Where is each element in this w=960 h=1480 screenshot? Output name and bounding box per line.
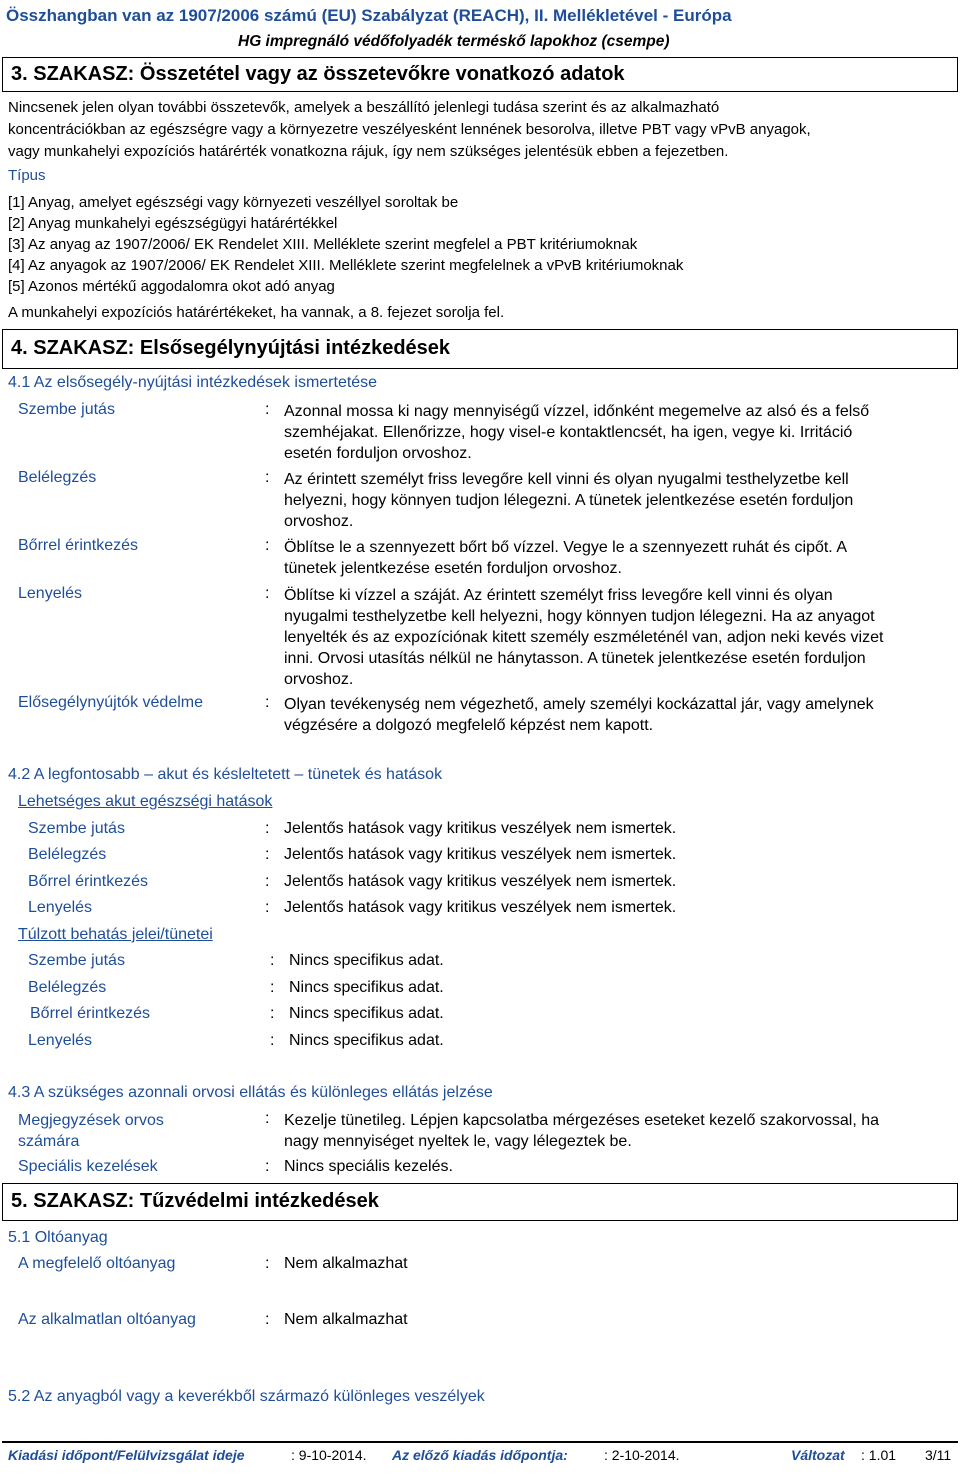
acute-label-eye: Szembe jutás [28,820,125,837]
subsection-5-2-heading: 5.2 Az anyagból vagy a keverékből származó különleges veszélyek [8,1388,485,1405]
section3-title: 3. SZAKASZ: Összetétel vagy az összetevőkre vonatkozó adatok [11,63,625,85]
row-value-unsuitable-media: Nem alkalmazhat [284,1311,408,1328]
type-item-1: [1] Anyag, amelyet egészségi vagy környezeti veszéllyel soroltak be [8,194,459,211]
footer-page-number: 3/11 [925,1447,952,1463]
overexposure-label-inhalation: Belélegzés [28,979,107,996]
overexposure-heading: Túlzott behatás jelei/tünetei [18,926,213,943]
acute-value-skin: Jelentős hatások vagy kritikus veszélyek nem ismertek. [284,873,677,890]
overexposure-value-skin: Nincs specifikus adat. [289,1005,444,1022]
row-colon: : [265,820,270,837]
row-colon: : [265,694,270,711]
acute-value-inhalation: Jelentős hatások vagy kritikus veszélyek nem ismertek. [284,846,677,863]
row-colon: : [265,1158,270,1175]
row-label-suitable-media: A megfelelő oltóanyag [18,1255,176,1272]
section5-title: 5. SZAKASZ: Tűzvédelmi intézkedések [11,1190,379,1212]
row-label-specific-treatments: Speciális kezelések [18,1158,158,1175]
type-item-4: [4] Az anyagok az 1907/2006/ EK Rendelet XIII. Melléklete szerint megfelelnek a vPvB kritériumoknak [8,257,684,274]
row-colon: : [265,401,270,418]
acute-effects-heading: Lehetséges akut egészségi hatások [18,793,273,810]
row-colon: : [265,1255,270,1272]
footer-version-value: : 1.01 [861,1447,897,1463]
subsection-4-3-heading: 4.3 A szükséges azonnali orvosi ellátás és különleges ellátás jelzése [8,1084,493,1101]
row-value-inhalation: Az érintett személyt friss levegőre kell vinni és olyan nyugalmi testhelyzetbe kell helyezni, hogy könnyen tudjon lélegezni. A tünetek jelentkezése esetén forduljon orvoshoz. [284,471,854,530]
product-name: HG impregnáló védőfolyadék terméskő lapokhoz (csempe) [238,33,670,50]
footer-issue-date: : 9-10-2014. [291,1447,367,1463]
row-value-eye: Azonnal mossa ki nagy mennyiségű vízzel, időnként megemelve az alsó és a felső szemhéjakat. Ellenőrizze, hogy visel-e kontaktlencsét, ha igen, vegye ki. Irritáció esetén forduljon orvoshoz. [284,403,870,462]
row-value-specific-treatments: Nincs speciális kezelés. [284,1158,453,1175]
footer-version-label: Változat [791,1447,845,1463]
row-colon: : [265,1110,270,1127]
row-label-physician-notes: Megjegyzések orvos számára [18,1112,164,1150]
type-item-2: [2] Anyag munkahelyi egészségügyi határértékkel [8,215,338,232]
acute-value-ingestion: Jelentős hatások vagy kritikus veszélyek nem ismertek. [284,899,677,916]
footer-previous-label: Az előző kiadás időpontja: [392,1447,568,1463]
exposure-note: A munkahelyi expozíciós határértékeket, ha vannak, a 8. fejezet sorolja fel. [8,304,505,321]
footer-divider [2,1441,958,1443]
row-value-first-aider-protection: Olyan tevékenység nem végezhető, amely személyi kockázattal jár, vagy amelynek végzésére a dolgozó megfelelő képzést nem kapott. [284,696,874,734]
row-colon: : [270,979,275,996]
row-value-physician-notes: Kezelje tünetileg. Lépjen kapcsolatba mérgezéses eseteket kezelő szakorvossal, ha nagy mennyiséget nyeltek le, vagy lélegeztek be. [284,1112,880,1150]
section4-title-box [2,329,958,369]
subsection-4-1-heading: 4.1 Az elsősegély-nyújtási intézkedések ismertetése [8,374,378,391]
acute-label-ingestion: Lenyelés [28,899,93,916]
type-label: Típus [8,167,46,184]
acute-label-inhalation: Belélegzés [28,846,107,863]
footer-issue-label: Kiadási időpont/Felülvizsgálat ideje [8,1447,245,1463]
row-label-inhalation: Belélegzés [18,469,97,486]
row-label-ingestion: Lenyelés [18,585,83,602]
section3-paragraph-line3: vagy munkahelyi expozíciós határérték vonatkozna rájuk, így nem szükséges jelentésük ebben a fejezetben. [8,143,729,160]
row-colon: : [265,469,270,486]
row-colon: : [270,1005,275,1022]
row-label-eye: Szembe jutás [18,401,115,418]
row-colon: : [265,899,270,916]
overexposure-label-eye: Szembe jutás [28,952,125,969]
overexposure-value-inhalation: Nincs specifikus adat. [289,979,444,996]
row-colon: : [265,585,270,602]
section5-title-box [2,1183,958,1221]
row-colon: : [265,846,270,863]
overexposure-value-ingestion: Nincs specifikus adat. [289,1032,444,1049]
section3-title-box [2,57,958,92]
row-colon: : [265,1311,270,1328]
overexposure-label-skin: Bőrrel érintkezés [30,1005,151,1022]
row-value-suitable-media: Nem alkalmazhat [284,1255,408,1272]
type-item-5: [5] Azonos mértékű aggodalomra okot adó anyag [8,278,335,295]
overexposure-label-ingestion: Lenyelés [28,1032,93,1049]
row-colon: : [265,537,270,554]
overexposure-value-eye: Nincs specifikus adat. [289,952,444,969]
section3-paragraph-line1: Nincsenek jelen olyan további összetevők, amelyek a beszállító jelenlegi tudása szerint és az alkalmazható [8,99,720,116]
footer-previous-date: : 2-10-2014. [604,1447,680,1463]
subsection-5-1-heading: 5.1 Oltóanyag [8,1229,108,1246]
row-label-unsuitable-media: Az alkalmatlan oltóanyag [18,1311,196,1328]
section4-title: 4. SZAKASZ: Elsősegélynyújtási intézkedések [11,337,451,359]
type-item-3: [3] Az anyag az 1907/2006/ EK Rendelet XIII. Melléklete szerint megfelel a PBT kritériumoknak [8,236,638,253]
row-value-ingestion: Öblítse ki vízzel a száját. Az érintett személyt friss levegőre kell vinni és olyan nyugalmi testhelyzetbe kell helyezni, hogy könnyen tudjon lélegezni. Ha az anyagot lenyelték és az expozíciónak kitett személy eszméleténél van, adjon neki kevés vizet inni. Orvosi utasítás nélkül ne hánytasson. A tünetek jelentkezése esetén forduljon orvoshoz. [284,587,884,688]
row-value-skin: Öblítse le a szennyezett bőrt bő vízzel. Vegye le a szennyezett ruhát és cipőt. A tünetek jelentkezése esetén forduljon orvoshoz. [284,539,847,577]
subsection-4-2-heading: 4.2 A legfontosabb – akut és késleltetett – tünetek és hatások [8,766,443,783]
row-colon: : [265,873,270,890]
row-colon: : [270,952,275,969]
document-header-title: Összhangban van az 1907/2006 számú (EU) Szabályzat (REACH), II. Mellékletével - Európa [6,6,732,25]
row-label-first-aider-protection: Elősegélynyújtók védelme [18,694,203,711]
row-label-skin: Bőrrel érintkezés [18,537,139,554]
acute-value-eye: Jelentős hatások vagy kritikus veszélyek nem ismertek. [284,820,677,837]
row-colon: : [270,1032,275,1049]
section3-paragraph-line2: koncentrációkban az egészségre vagy a környezetre veszélyesként lennének besorolva, illetve PBT vagy vPvB anyagok, [8,121,811,138]
acute-label-skin: Bőrrel érintkezés [28,873,149,890]
